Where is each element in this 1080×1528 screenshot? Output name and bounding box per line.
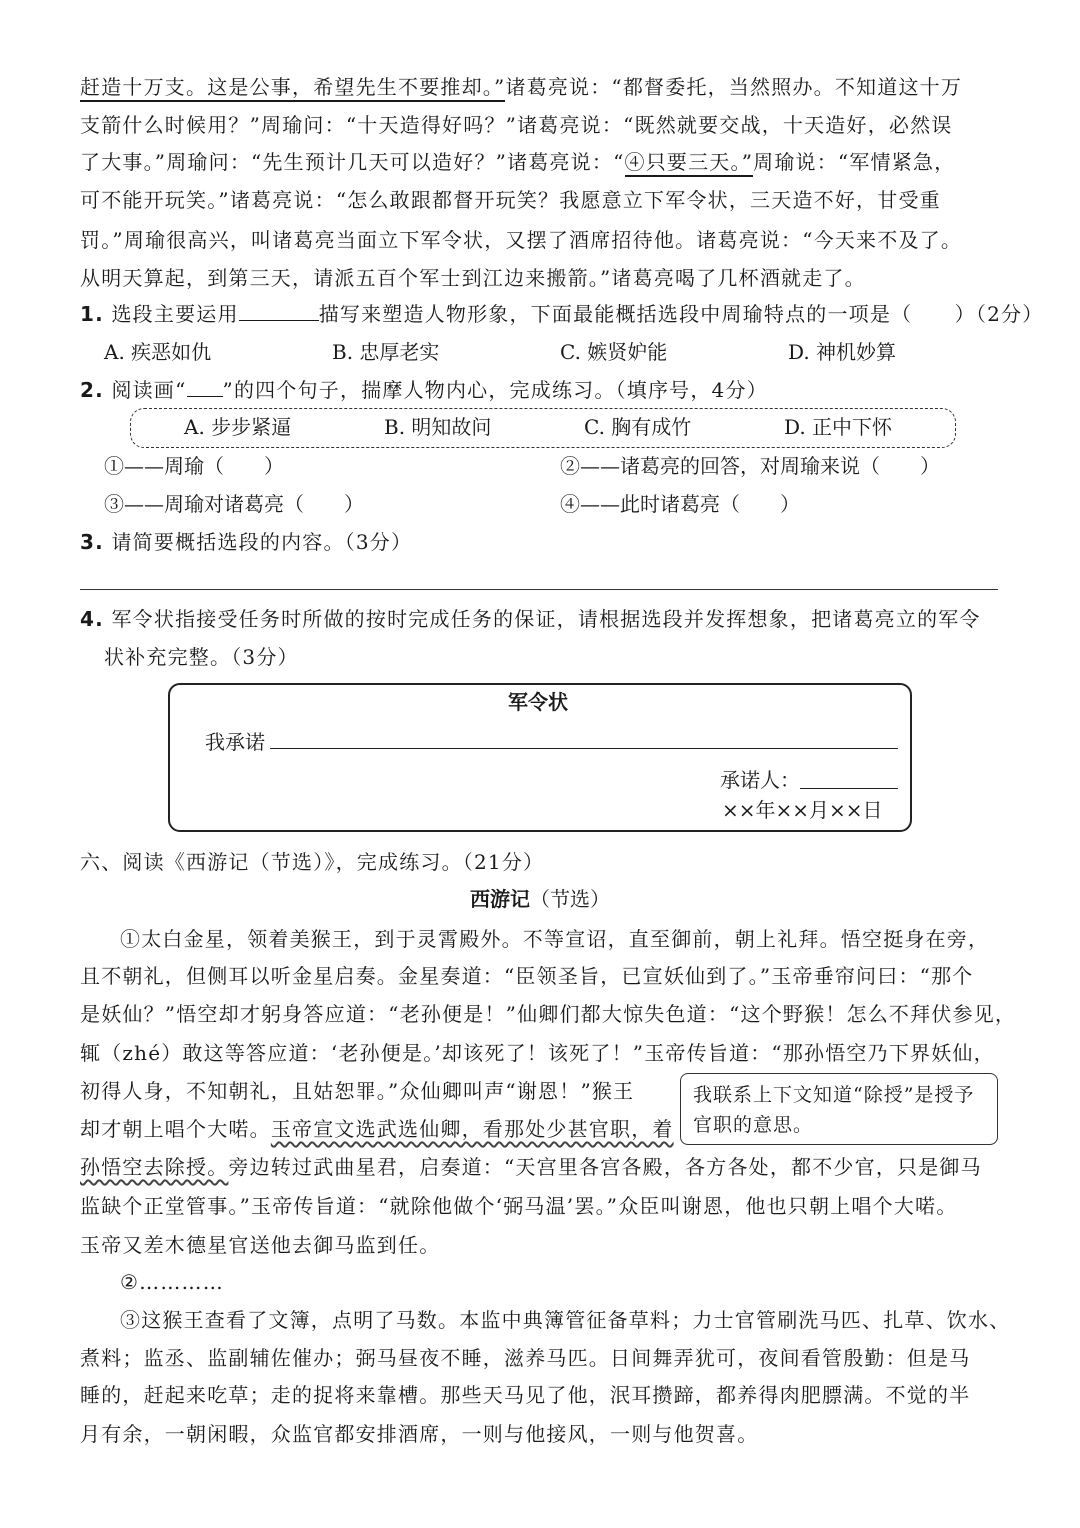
underlined-sentence: 赶造十万支。这是公事，希望先生不要推却。” [80, 75, 505, 102]
option-c: C. 胸有成竹 [584, 415, 692, 439]
passage-line: 孙悟空去除授。旁边转过武曲星君，启奏道：“天宫里各宫各殿，各方各处，都不少官，只是御马 [80, 1155, 982, 1179]
wavy-underlined-sentence: 玉帝宣文选武选仙卿，看那处少甚官职，着 [270, 1117, 674, 1141]
passage-line: ③这猴王查看了文簿，点明了马数。本监中典簿管征备草料；力士官管刷洗马匹、扎草、饮水、 [120, 1308, 1011, 1332]
answer-item-1[interactable]: ①——周瑜（ ） [104, 454, 284, 478]
question-4-cont: 状补充完整。（3分） [104, 645, 299, 669]
answer-blank[interactable] [239, 300, 319, 321]
signer-label: 承诺人： [720, 768, 800, 792]
answer-item-2[interactable]: ②——诸葛亮的回答，对周瑜来说（ ） [560, 454, 940, 478]
promise-label: 我承诺 [205, 730, 265, 754]
option-c: C. 嫉贤妒能 [560, 340, 668, 364]
question-4: 4. 军令状指接受任务时所做的按时完成任务的保证，请根据选段并发挥想象，把诸葛亮立的军令 [80, 607, 981, 631]
signer-input[interactable] [800, 788, 898, 789]
passage-title: 西游记（节选） [470, 887, 610, 911]
passage-line: ②………… [120, 1270, 224, 1294]
passage-line: 玉帝又差木德星官送他去御马监到任。 [80, 1233, 441, 1257]
passage-line: 可不能开玩笑。”诸葛亮说：“怎么敢跟都督开玩笑？我愿意立下军令状，三天造不好，甘受重 [80, 188, 941, 212]
passage-line: 监缺个正堂管事。”玉帝传旨道：“就除他做个‘弼马温’罢。”众臣叫谢恩，他也只朝上唱个大喏。 [80, 1194, 958, 1218]
promise-input[interactable] [270, 748, 898, 749]
passage-line: 是妖仙？”悟空却才躬身答应道：“老孙便是！”仙卿们都大惊失色道：“这个野猴！怎么不拜伏参见， [80, 1002, 1017, 1026]
option-b: B. 忠厚老实 [332, 340, 440, 364]
answer-item-3[interactable]: ③——周瑜对诸葛亮（ ） [104, 492, 364, 516]
passage-line: 了大事。”周瑜问：“先生预计几天可以造好？”诸葛亮说：“④只要三天。”周瑜说：“军情紧急， [80, 148, 1000, 176]
wavy-underlined-sentence: 孙悟空去除授。 [80, 1155, 229, 1179]
passage-line: 赶造十万支。这是公事，希望先生不要推却。”诸葛亮说：“都督委托，当然照办。不知道这十万 [80, 73, 1000, 101]
option-a: A. 步步紧逼 [184, 415, 292, 439]
section-heading: 六、阅读《西游记（节选）》，完成练习。（21分） [80, 850, 545, 874]
answer-item-4[interactable]: ④——此时诸葛亮（ ） [560, 492, 800, 516]
passage-line: ①太白金星，领着美猴王，到于灵霄殿外。不等宣诏，直至御前，朝上礼拜。悟空挺身在旁， [120, 927, 990, 951]
passage-line: 月有余，一朝闲暇，众监官都安排酒席，一则与他接风，一则与他贺喜。 [80, 1422, 759, 1446]
annotation-note: 我联系上下文知道“除授”是授予官职的意思。 [680, 1073, 998, 1145]
passage-line: 初得人身，不知朝礼，且姑恕罪。”众仙卿叫声“谢恩！”猴王 [80, 1079, 635, 1103]
option-a: A. 疾恶如仇 [104, 340, 212, 364]
date-text: ××年××月××日 [722, 798, 883, 822]
military-order-title: 军令状 [508, 690, 568, 714]
passage-line: 却才朝上唱个大喏。玉帝宣文选武选仙卿，看那处少甚官职，着 [80, 1117, 674, 1141]
answer-line[interactable] [80, 589, 998, 590]
underlined-sentence: ④只要三天。” [625, 150, 754, 177]
option-d: D. 正中下怀 [784, 415, 893, 439]
passage-line: 支箭什么时候用？”周瑜问：“十天造得好吗？”诸葛亮说：“既然就要交战，十天造好，必然误 [80, 113, 953, 137]
option-d: D. 神机妙算 [788, 340, 897, 364]
question-3: 3. 请简要概括选段的内容。（3分） [80, 530, 413, 554]
option-b: B. 明知故问 [384, 415, 492, 439]
question-2: 2. 阅读画“ ”的四个句子，揣摩人物内心，完成练习。（填序号，4分） [80, 378, 768, 402]
passage-line: 罚。”周瑜很高兴，叫诸葛亮当面立下军令状，又摆了酒席招待他。诸葛亮说：“今天来不及了。 [80, 228, 963, 252]
passage-line: 且不朝礼，但侧耳以听金星启奏。金星奏道：“臣领圣旨，已宣妖仙到了。”玉帝垂帘问曰：“那个 [80, 964, 974, 988]
underline-marker [187, 376, 223, 397]
passage-line: 辄（zhé）敢这等答应道：‘老孙便是。’却该死了！该死了！”玉帝传旨道：“那孙悟空乃下界妖仙， [80, 1041, 995, 1065]
passage-line: 睡的，赶起来吃草；走的捉将来靠槽。那些天马见了他，泯耳攒蹄，都养得肉肥膘满。不觉的半 [80, 1383, 971, 1407]
question-1: 1. 选段主要运用 描写来塑造人物形象，下面最能概括选段中周瑜特点的一项是（ ）（2分） [80, 302, 1044, 326]
passage-line: 煮料；监丞、监副辅佐催办；弼马昼夜不睡，滋养马匹。日间舞弄犹可，夜间看管殷勤：但是马 [80, 1346, 971, 1370]
passage-line: 从明天算起，到第三天，请派五百个军士到江边来搬箭。”诸葛亮喝了几杯酒就走了。 [80, 266, 866, 290]
